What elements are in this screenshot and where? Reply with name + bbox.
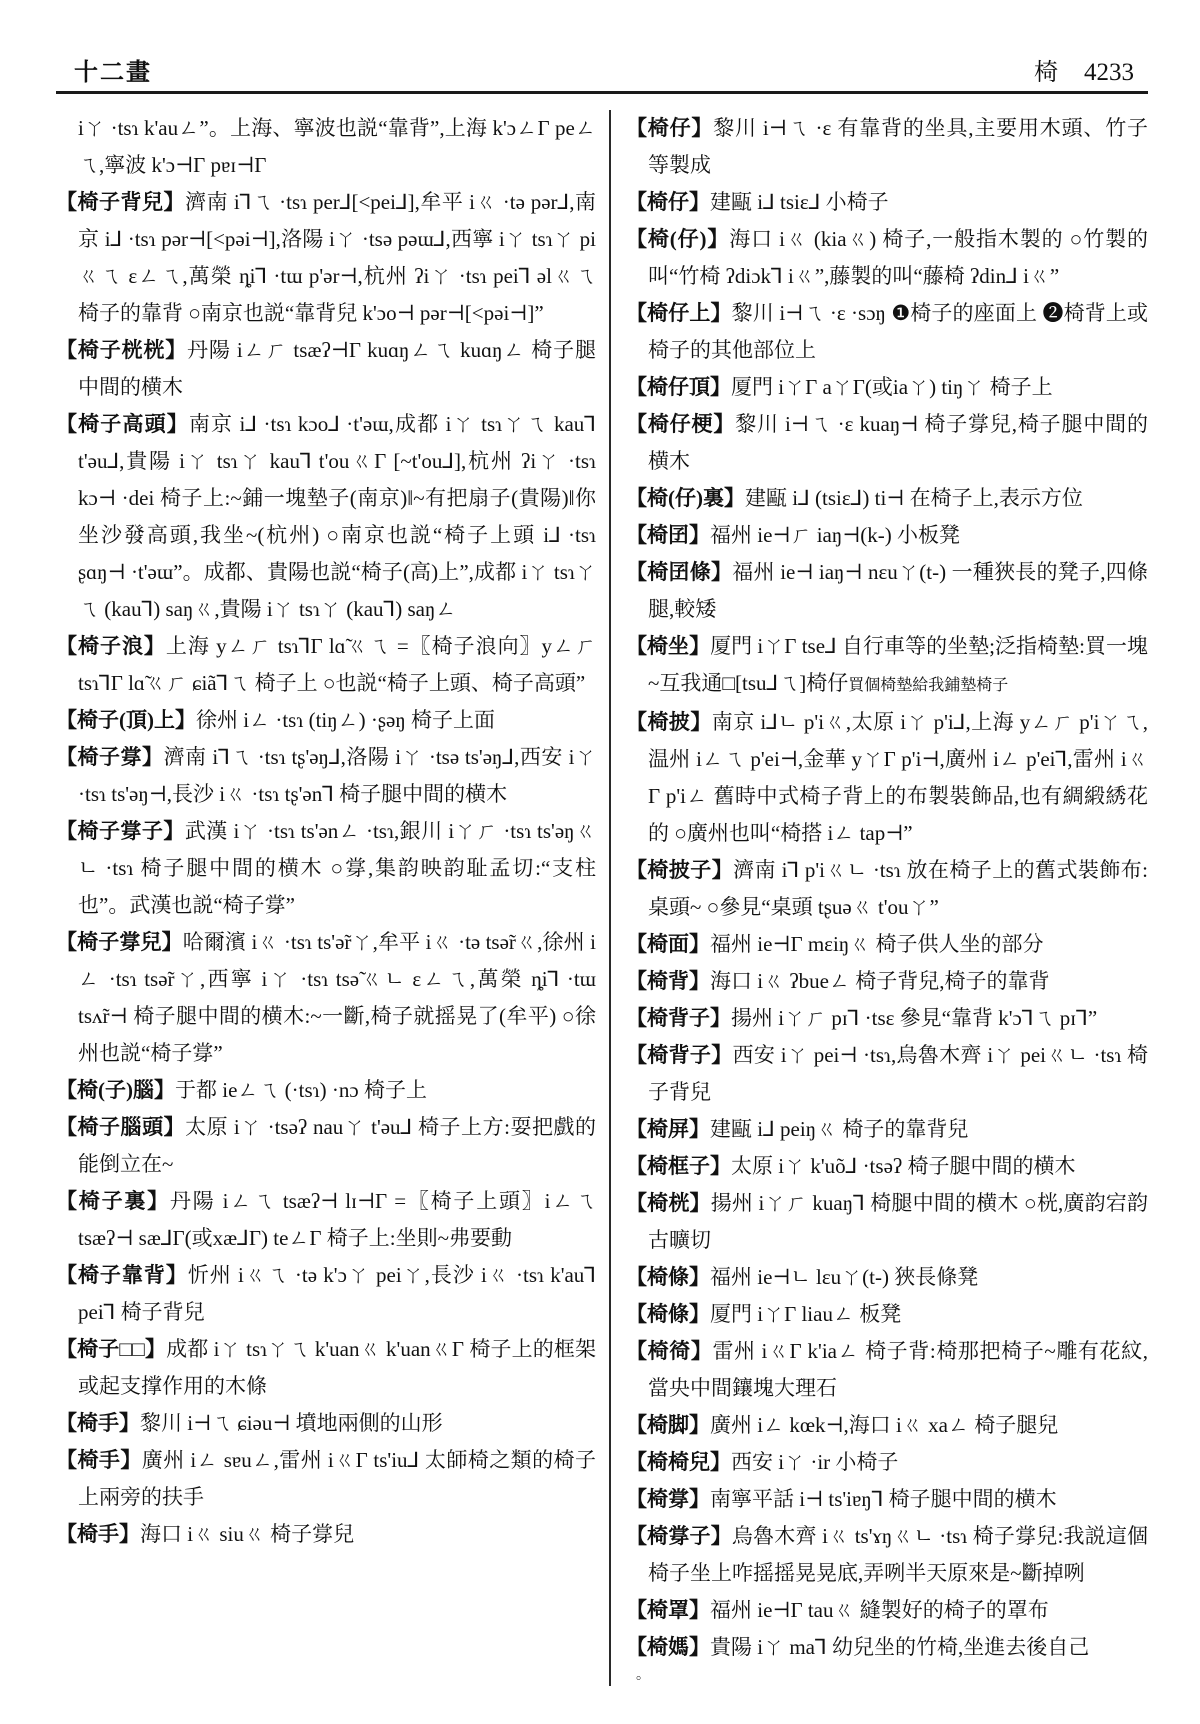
entry-body: 福州 ie⊣ㄴ lɛuㄚ(t-) 狹長條凳 [710,1265,979,1289]
dictionary-entry [626,1259,1148,1296]
entry-body: 廣州 iㄥ kœk⊣,海口 iㄍ xaㄥ 椅子腿兒 [710,1413,1059,1437]
entry-headword: 【椅子(頂)上】 [56,708,196,732]
page-number: 4233 [1084,59,1134,86]
dictionary-columns [56,110,1148,1686]
dictionary-entry [626,369,1148,406]
entry-body: 太原 iㄚ k'uõ⅃ ·tsəʔ 椅子腿中間的横木 [731,1154,1076,1178]
dictionary-entry [626,1407,1148,1444]
entry-body: 忻州 iㄍㄟ ·tə k'ɔㄚ peiㄚ,長沙 iㄍ ·tsɿ k'au⅂ pei⅂ 椅子背兒 [78,1263,597,1324]
entry-headword: 【椅(仔)】 [626,227,730,251]
entry-headword: 【椅徛】 [626,1339,713,1363]
entry-headword: 【椅(子)腦】 [56,1078,175,1102]
left-column [56,110,611,1686]
dictionary-entry [56,1516,596,1553]
entry-body: 福州 ie⊣ㄏ iaŋ⊣(k-) 小板凳 [710,523,961,547]
entry-headword: 【椅子裏】 [56,1189,170,1213]
entry-body: 福州 ie⊣Γ mɛiŋㄍ 椅子供人坐的部分 [710,932,1044,956]
entry-body: 雷州 iㄍΓ k'iaㄥ 椅子背:椅那把椅子~雕有花紋,當央中間鑲塊大理石 [648,1339,1149,1400]
entry-continuation: iㄚ ·tsɿ k'auㄥ”。上海、寧波也説“靠背”,上海 k'ɔㄥΓ peㄥㄟ,寧波 k'ɔ⊣Γ pɐɪ⊣Γ [78,116,596,177]
entry-headword: 【椅囝】 [626,523,710,547]
entry-body: 福州 ie⊣Γ tauㄍ 縫製好的椅子的罩布 [710,1598,1049,1622]
stroke-section-label: 十二畫 [74,60,152,86]
entry-body: 哈爾濱 iㄍ ·tsɿ ts'ə̃rㄚ,牟平 iㄍ ·tə tsə̃rㄍ,徐州 iㄥ ·tsɿ tsə̃rㄚ,西寧 iㄚ ·tsɿ tsə̃ㄍㄴ ɛㄥㄟ,萬榮 ȵi⅂ ·tɯ tsʌ̃r⊣ 椅子腿中間的横木:~一斷,椅子就摇晃了(牟平) ○徐州也説“椅子牚” [78,930,596,1065]
entry-body: 西安 iㄚ ·ir 小椅子 [731,1450,899,1474]
entry-body: 成都 iㄚ tsɿㄚㄟ k'uanㄍ k'uanㄍΓ 椅子上的框架或起支撑作用的木條 [78,1337,596,1398]
entry-body: 太原 iㄚ ·tsəʔ nauㄚ t'əu⅃ 椅子上方:耍把戲的能倒立在~ [78,1115,597,1176]
entry-body: 厦門 iㄚΓ aㄚΓ(或iaㄚ) tiŋㄚ 椅子上 [731,375,1053,399]
entry-body: 廣州 iㄥ sɐuㄥ,雷州 iㄍΓ ts'iu⅃ 太師椅之類的椅子上兩旁的扶手 [78,1448,596,1509]
entry-body: 海口 iㄍ ʔbueㄥ 椅子背兒,椅子的靠背 [710,969,1050,993]
dictionary-entry [626,184,1148,221]
dictionary-entry [56,628,596,702]
entry-headword: 【椅脚】 [626,1413,710,1437]
entry-headword: 【椅背子】 [626,1006,731,1030]
entry-headword: 【椅子桄桄】 [56,338,188,362]
entry-body: 徐州 iㄥ ·tsɿ (tiŋㄥ) ·ʂəŋ 椅子上面 [196,708,495,732]
entry-headword: 【椅子背兒】 [56,190,186,214]
dictionary-entry [56,1257,596,1331]
entry-headword: 【椅屏】 [626,1117,710,1141]
dictionary-entry [626,1000,1148,1037]
entry-headword: 【椅仔上】 [626,301,732,325]
dictionary-entry [626,1592,1148,1629]
entry-headword: 【椅牚】 [626,1487,710,1511]
dictionary-entry [56,1183,596,1257]
entry-body: 烏魯木齊 iㄍ ts'ɤŋㄍㄴ ·tsɿ 椅子牚兒:我説這個椅子坐上咋摇摇晃晃底,弄咧半天原來是~斷掉咧 [648,1524,1149,1585]
entry-headword: 【椅罩】 [626,1598,710,1622]
dictionary-entry [56,1109,596,1183]
dictionary-entry [626,110,1148,184]
entry-headword: 【椅子牚兒】 [56,930,183,954]
entry-body: 濟南 i⅂ p'iㄍㄴ ·tsɿ 放在椅子上的舊式裝飾布:桌頭~ ○參見“桌頭 tʂuəㄍ t'ouㄚ” [648,858,1149,919]
entry-headword: 【椅手】 [56,1448,142,1472]
dictionary-entry [626,1037,1148,1111]
dictionary-entry [56,702,596,739]
dictionary-entry [626,517,1148,554]
entry-headword: 【椅仔】 [626,190,710,214]
dictionary-entry [626,852,1148,926]
entry-body: 濟南 i⅂ㄟ ·tsɿ tʂ'əŋ⅃,洛陽 iㄚ ·tsə ts'əŋ⅃,西安 iㄚ ·tsɿ ts'əŋ⊣,長沙 iㄍ ·tsɿ tʂ'ən⅂ 椅子腿中間的横木 [78,745,597,806]
entry-body: 南京 i⅃ㄴ p'iㄍ,太原 iㄚ p'i⅃,上海 yㄥㄏ p'iㄚㄟ,温州 iㄥㄟ p'ei⊣,金華 yㄚΓ p'i⊣,廣州 iㄥ p'ei⅂,雷州 iㄍΓ p'iㄥ 舊時中式椅子背上的布製裝飾品,也有綢緞綉花的 ○廣州也叫“椅搭 iㄥ tap⊣” [648,710,1148,845]
dictionary-entry [56,1072,596,1109]
head-character: 椅 [1034,60,1058,86]
stray-punctuation-mark: 。 [636,1668,650,1683]
entry-body: 于都 ieㄥㄟ (·tsɿ) ·nɔ 椅子上 [175,1078,427,1102]
entry-headword: 【椅仔】 [626,116,714,140]
dictionary-entry [56,1405,596,1442]
dictionary-entry [626,1518,1148,1592]
entry-body: 上海 yㄥㄏ tsɿ⅂Γ lɑ̃ㄍㄟ =〖椅子浪向〗yㄥㄏ tsɿ⅂Γ lɑ̃ㄍㄏ ɕiã⅂ㄟ 椅子上 ○也説“椅子上頭、椅子高頭” [78,634,597,695]
dictionary-entry [626,1148,1148,1185]
entry-headword: 【椅(仔)裏】 [626,486,745,510]
entry-headword: 【椅手】 [56,1411,140,1435]
entry-headword: 【椅面】 [626,932,710,956]
entry-headword: 【椅子腦頭】 [56,1115,186,1139]
entry-body: 黎川 i⊣ㄟ ·ɛ 有靠背的坐具,主要用木頭、竹子等製成 [648,116,1149,177]
entry-headword: 【椅子□□】 [56,1337,167,1361]
entry-body: 黎川 i⊣ㄟ ·ɛ kuaŋ⊣ 椅子牚兒,椅子腿中間的横木 [648,412,1149,473]
entry-body: 福州 ie⊣ iaŋ⊣ nɛuㄚ(t-) 一種狹長的凳子,四條腿,較矮 [648,560,1149,621]
dictionary-entry [56,813,596,924]
entry-gloss-small: 買個椅墊給我鋪墊椅子 [848,677,1009,694]
entry-headword: 【椅子浪】 [56,634,166,658]
dictionary-entry [626,221,1148,295]
entry-body: 丹陽 iㄥㄏ tsæʔ⊣Γ kuɑŋㄥㄟ kuɑŋㄥ 椅子腿中間的横木 [78,338,596,399]
dictionary-entry [56,924,596,1072]
entry-body: 貴陽 iㄚ ma⅂ 幼兒坐的竹椅,坐進去後自己 [710,1635,1090,1659]
entry-headword: 【椅條】 [626,1302,710,1326]
dictionary-entry [626,1444,1148,1481]
dictionary-entry [626,480,1148,517]
entry-headword: 【椅仔梗】 [626,412,736,436]
entry-headword: 【椅坐】 [626,634,711,658]
dictionary-entry [56,332,596,406]
entry-headword: 【椅手】 [56,1522,140,1546]
entry-headword: 【椅椅兒】 [626,1450,731,1474]
entry-body: 黎川 i⊣ㄟ ·ɛ ·sɔŋ ❶椅子的座面上 ❷椅背上或椅子的其他部位上 [648,301,1148,362]
entry-body: 建甌 i⅃ peiŋㄍ 椅子的靠背兒 [710,1117,969,1141]
entry-body: 建甌 i⅃ tsiɛ⅃ 小椅子 [710,190,889,214]
entry-headword: 【椅桄】 [626,1191,711,1215]
dictionary-entry [626,628,1148,704]
entry-body: 厦門 iㄚΓ liauㄥ 板凳 [710,1302,902,1326]
entry-headword: 【椅背】 [626,969,710,993]
entry-headword: 【椅媽】 [626,1635,710,1659]
right-column [611,110,1148,1686]
entry-body: 揚州 iㄚㄏ pɪ⅂ ·tsɛ 參見“靠背 k'ɔ⅂ㄟ pɪ⅂” [731,1006,1098,1030]
entry-headword: 【椅仔頂】 [626,375,731,399]
entry-headword: 【椅披】 [626,710,712,734]
header-rule [56,91,1148,94]
entry-headword: 【椅子牚子】 [56,819,185,843]
dictionary-entry [626,295,1148,369]
entry-headword: 【椅框子】 [626,1154,731,1178]
dictionary-entry [626,1185,1148,1259]
entry-headword: 【椅條】 [626,1265,710,1289]
entry-headword: 【椅子牚】 [56,745,164,769]
dictionary-entry [56,406,596,628]
entry-body: 黎川 i⊣ㄟ ɕiəu⊣ 墳地兩側的山形 [140,1411,443,1435]
entry-headword: 【椅背子】 [626,1043,733,1067]
dictionary-entry [626,406,1148,480]
entry-body: 武漢 iㄚ ·tsɿ ts'ənㄥ ·tsɿ,銀川 iㄚㄏ ·tsɿ ts'əŋㄍㄴ ·tsɿ 椅子腿中間的横木 ○牚,集韵映韵耻孟切:“支柱也”。武漢也説“椅子牚” [78,819,596,917]
entry-headword: 【椅牚子】 [626,1524,732,1548]
dictionary-entry [56,739,596,813]
page-header [56,52,1148,91]
entry-headword: 【椅披子】 [626,858,734,882]
dictionary-entry [626,1296,1148,1333]
entry-body: 濟南 i⅂ㄟ ·tsɿ per⅃[<pei⅃],牟平 iㄍ ·tə pər⅃,南京 i⅃ ·tsɿ pər⊣[<pəi⊣],洛陽 iㄚ ·tsə pəɯ⅃,西寧 iㄚ tsɿㄚ piㄍㄟ ɛㄥㄟ,萬榮 ȵi⅂ ·tɯ p'ər⊣,杭州 ʔiㄚ ·tsɿ pei⅂ əlㄍㄟ 椅子的靠背 ○南京也説“靠背兒 k'ɔo⊣ pər⊣[<pəi⊣]” [78,190,596,325]
entry-headword: 【椅囝條】 [626,560,733,584]
entry-body: 丹陽 iㄥㄟ tsæʔ⊣ lɪ⊣Γ =〖椅子上頭〗iㄥㄟ tsæʔ⊣ sæ⅃Γ(或xæ⅃Γ) teㄥΓ 椅子上:坐則~弗要動 [78,1189,596,1250]
entry-body: 西安 iㄚ pei⊣ ·tsɿ,烏魯木齊 iㄚ peiㄍㄴ ·tsɿ 椅子背兒 [648,1043,1149,1104]
dictionary-entry [626,704,1148,852]
page-info [1034,52,1134,87]
dictionary-entry [626,1629,1148,1666]
entry-body: 揚州 iㄚㄏ kuaŋ⅂ 椅腿中間的横木 ○桄,廣韵宕韵古曠切 [648,1191,1148,1252]
entry-body: 建甌 i⅃ (tsiɛ⅃) ti⊣ 在椅子上,表示方位 [745,486,1083,510]
dictionary-entry [626,1111,1148,1148]
entry-body: 厦門 iㄚΓ tse⅃ 自行車等的坐墊;泛指椅墊:買一塊~互我通□[tsu⅃ㄟ]椅仔 [648,634,1149,695]
entry-body: 南寧平話 i⊣ ts'iɐŋ⅂ 椅子腿中間的横木 [710,1487,1057,1511]
entry-body: 南京 i⅃ ·tsɿ kɔo⅃ ·t'əɯ,成都 iㄚ tsɿㄚㄟ kau⅂ t'əu⅃,貴陽 iㄚ tsɿㄚ kau⅂ t'ouㄍΓ [~t'ou⅃],杭州 ʔiㄚ ·tsɿ kɔ⊣ ·dei 椅子上:~鋪一塊墊子(南京)‖~有把扇子(貴陽)‖你坐沙發高頭,我坐~(杭州) ○南京也説“椅子上頭 i⅃ ·tsɿ ʂɑŋ⊣ ·t'əɯ”。成都、貴陽也説“椅子(高)上”,成都 iㄚ tsɿㄚㄟ (kau⅂) saŋㄍ,貴陽 iㄚ tsɿㄚ (kau⅂) saŋㄥ [78,412,597,621]
entry-headword: 【椅子高頭】 [56,412,189,436]
dictionary-entry [56,1442,596,1516]
entry-body: 海口 iㄍ siuㄍ 椅子牚兒 [140,1522,355,1546]
dictionary-entry [56,184,596,332]
dictionary-entry [626,926,1148,963]
dictionary-entry [626,1481,1148,1518]
dictionary-entry [626,1333,1148,1407]
dictionary-entry [56,1331,596,1405]
entry-headword: 【椅子靠背】 [56,1263,188,1287]
entry-body: 海口 iㄍ (kiaㄍ) 椅子,一般指木製的 ○竹製的叫“竹椅 ʔdiɔk⅂ iㄍ”,藤製的叫“藤椅 ʔdin⅃ iㄍ” [648,227,1148,288]
dictionary-entry [626,963,1148,1000]
dictionary-entry [626,554,1148,628]
